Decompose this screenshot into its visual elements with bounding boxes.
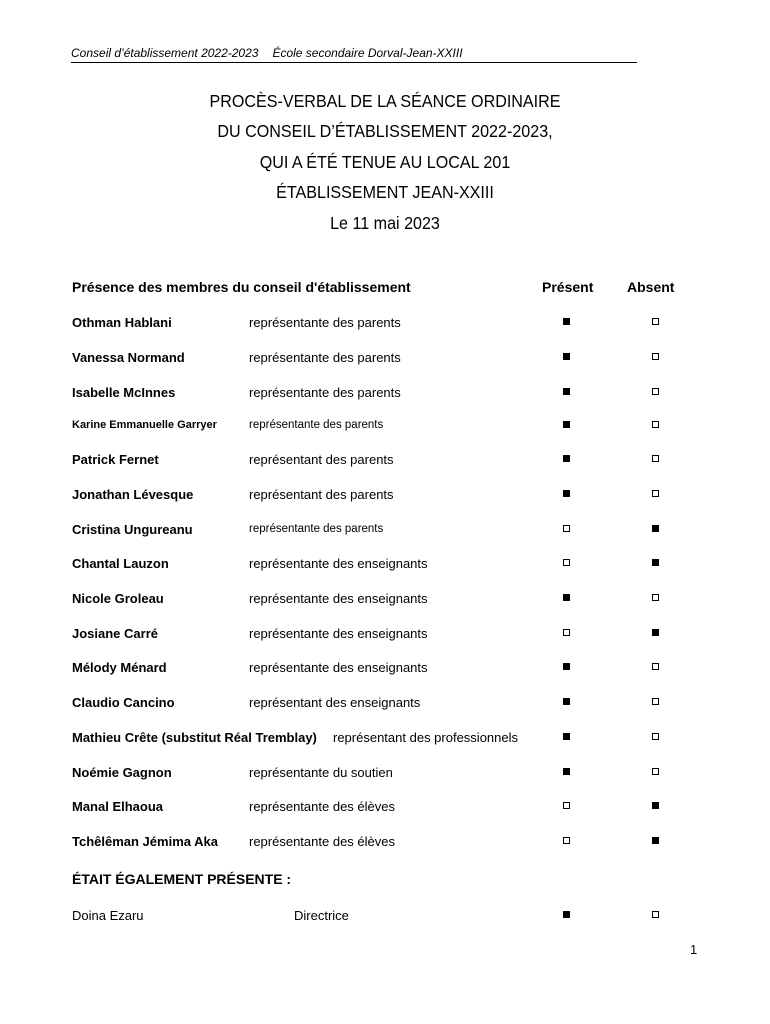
present-checkbox[interactable]	[563, 802, 570, 809]
absent-checkbox[interactable]	[652, 837, 659, 844]
absent-checkbox[interactable]	[652, 490, 659, 497]
absent-checkbox[interactable]	[652, 698, 659, 705]
present-checkbox[interactable]	[563, 594, 570, 601]
table-row	[0, 730, 770, 750]
absent-checkbox[interactable]	[652, 559, 659, 566]
member-role: représentante des enseignants	[249, 556, 428, 571]
present-checkbox[interactable]	[563, 663, 570, 670]
page-header	[71, 46, 637, 63]
member-name: Nicole Groleau	[72, 591, 164, 606]
member-name: Vanessa Normand	[72, 350, 185, 365]
present-checkbox[interactable]	[563, 455, 570, 462]
member-role: représentante des parents	[249, 385, 401, 400]
member-role: représentante des enseignants	[249, 591, 428, 606]
absent-checkbox[interactable]	[652, 911, 659, 918]
absent-checkbox[interactable]	[652, 353, 659, 360]
member-name: Chantal Lauzon	[72, 556, 169, 571]
present-checkbox[interactable]	[563, 525, 570, 532]
member-role: Directrice	[294, 908, 349, 923]
table-row	[0, 799, 770, 819]
table-row	[0, 487, 770, 507]
absent-checkbox[interactable]	[652, 455, 659, 462]
member-name: Cristina Ungureanu	[72, 522, 193, 537]
member-role: représentante des parents	[249, 419, 384, 431]
present-column-header: Présent	[542, 279, 594, 295]
present-checkbox[interactable]	[563, 353, 570, 360]
table-row	[0, 522, 770, 542]
table-row	[0, 834, 770, 854]
present-checkbox[interactable]	[563, 837, 570, 844]
member-name: Noémie Gagnon	[72, 765, 172, 780]
absent-checkbox[interactable]	[652, 318, 659, 325]
title-line-1: PROCÈS-VERBAL DE LA SÉANCE ORDINAIRE	[209, 91, 561, 111]
table-row	[0, 556, 770, 576]
member-name: Mathieu Crête (substitut Réal Tremblay)	[72, 730, 317, 745]
member-role: représentant des enseignants	[249, 695, 421, 710]
title-line-2: DU CONSEIL D’ÉTABLISSEMENT 2022-2023,	[217, 121, 553, 142]
absent-checkbox[interactable]	[652, 802, 659, 809]
also-present-heading: ÉTAIT ÉGALEMENT PRÉSENTE :	[72, 871, 292, 887]
header-school-name: École secondaire Dorval-Jean-XXIII	[272, 46, 463, 60]
member-name: Mélody Ménard	[72, 660, 167, 675]
absent-checkbox[interactable]	[652, 733, 659, 740]
present-checkbox[interactable]	[563, 733, 570, 740]
absent-column-header: Absent	[627, 279, 675, 295]
member-name: Tchêlêman Jémima Aka	[72, 834, 218, 849]
member-role: représentante des enseignants	[249, 626, 428, 641]
table-row	[0, 452, 770, 472]
member-role: représentante du soutien	[249, 765, 393, 780]
table-row	[0, 908, 770, 928]
member-name: Isabelle McInnes	[72, 385, 176, 400]
member-name: Josiane Carré	[72, 626, 158, 641]
table-row	[0, 315, 770, 335]
member-name: Karine Emmanuelle Garryer	[72, 419, 217, 431]
member-role: représentante des élèves	[249, 834, 395, 849]
absent-checkbox[interactable]	[652, 421, 659, 428]
table-row	[0, 418, 770, 438]
title-line-3: QUI A ÉTÉ TENUE AU LOCAL 201	[259, 151, 511, 172]
table-row	[0, 591, 770, 611]
document-title	[0, 86, 770, 238]
absent-checkbox[interactable]	[652, 388, 659, 395]
title-line-4: ÉTABLISSEMENT JEAN-XXIII	[276, 182, 494, 203]
present-checkbox[interactable]	[563, 318, 570, 325]
absent-checkbox[interactable]	[652, 629, 659, 636]
present-checkbox[interactable]	[563, 388, 570, 395]
member-role: représentante des parents	[249, 315, 401, 330]
attendance-heading: Présence des membres du conseil d'établissement	[72, 279, 411, 295]
member-name: Patrick Fernet	[72, 452, 159, 467]
table-row	[0, 385, 770, 405]
member-role: représentant des professionnels	[333, 730, 519, 745]
present-checkbox[interactable]	[563, 629, 570, 636]
present-checkbox[interactable]	[563, 490, 570, 497]
present-checkbox[interactable]	[563, 421, 570, 428]
member-role: représentant des parents	[249, 487, 394, 502]
member-role: représentant des parents	[249, 452, 394, 467]
absent-checkbox[interactable]	[652, 663, 659, 670]
member-role: représentante des élèves	[249, 799, 395, 814]
table-row	[0, 660, 770, 680]
header-council-year: Conseil d’établissement 2022-2023	[71, 46, 259, 60]
meeting-date: Le 11 mai 2023	[330, 212, 440, 233]
member-role: représentante des parents	[249, 350, 401, 365]
table-row	[0, 626, 770, 646]
member-name: Claudio Cancino	[72, 695, 175, 710]
member-name: Othman Hablani	[72, 315, 172, 330]
page-number: 1	[690, 942, 698, 957]
table-row	[0, 350, 770, 370]
member-name: Doina Ezaru	[72, 908, 144, 923]
member-name: Manal Elhaoua	[72, 799, 164, 814]
absent-checkbox[interactable]	[652, 768, 659, 775]
member-role: représentante des enseignants	[249, 660, 428, 675]
member-role: représentante des parents	[249, 523, 384, 535]
present-checkbox[interactable]	[563, 698, 570, 705]
present-checkbox[interactable]	[563, 768, 570, 775]
absent-checkbox[interactable]	[652, 525, 659, 532]
member-name: Jonathan Lévesque	[72, 487, 194, 502]
present-checkbox[interactable]	[563, 911, 570, 918]
present-checkbox[interactable]	[563, 559, 570, 566]
absent-checkbox[interactable]	[652, 594, 659, 601]
table-row	[0, 695, 770, 715]
table-row	[0, 765, 770, 785]
